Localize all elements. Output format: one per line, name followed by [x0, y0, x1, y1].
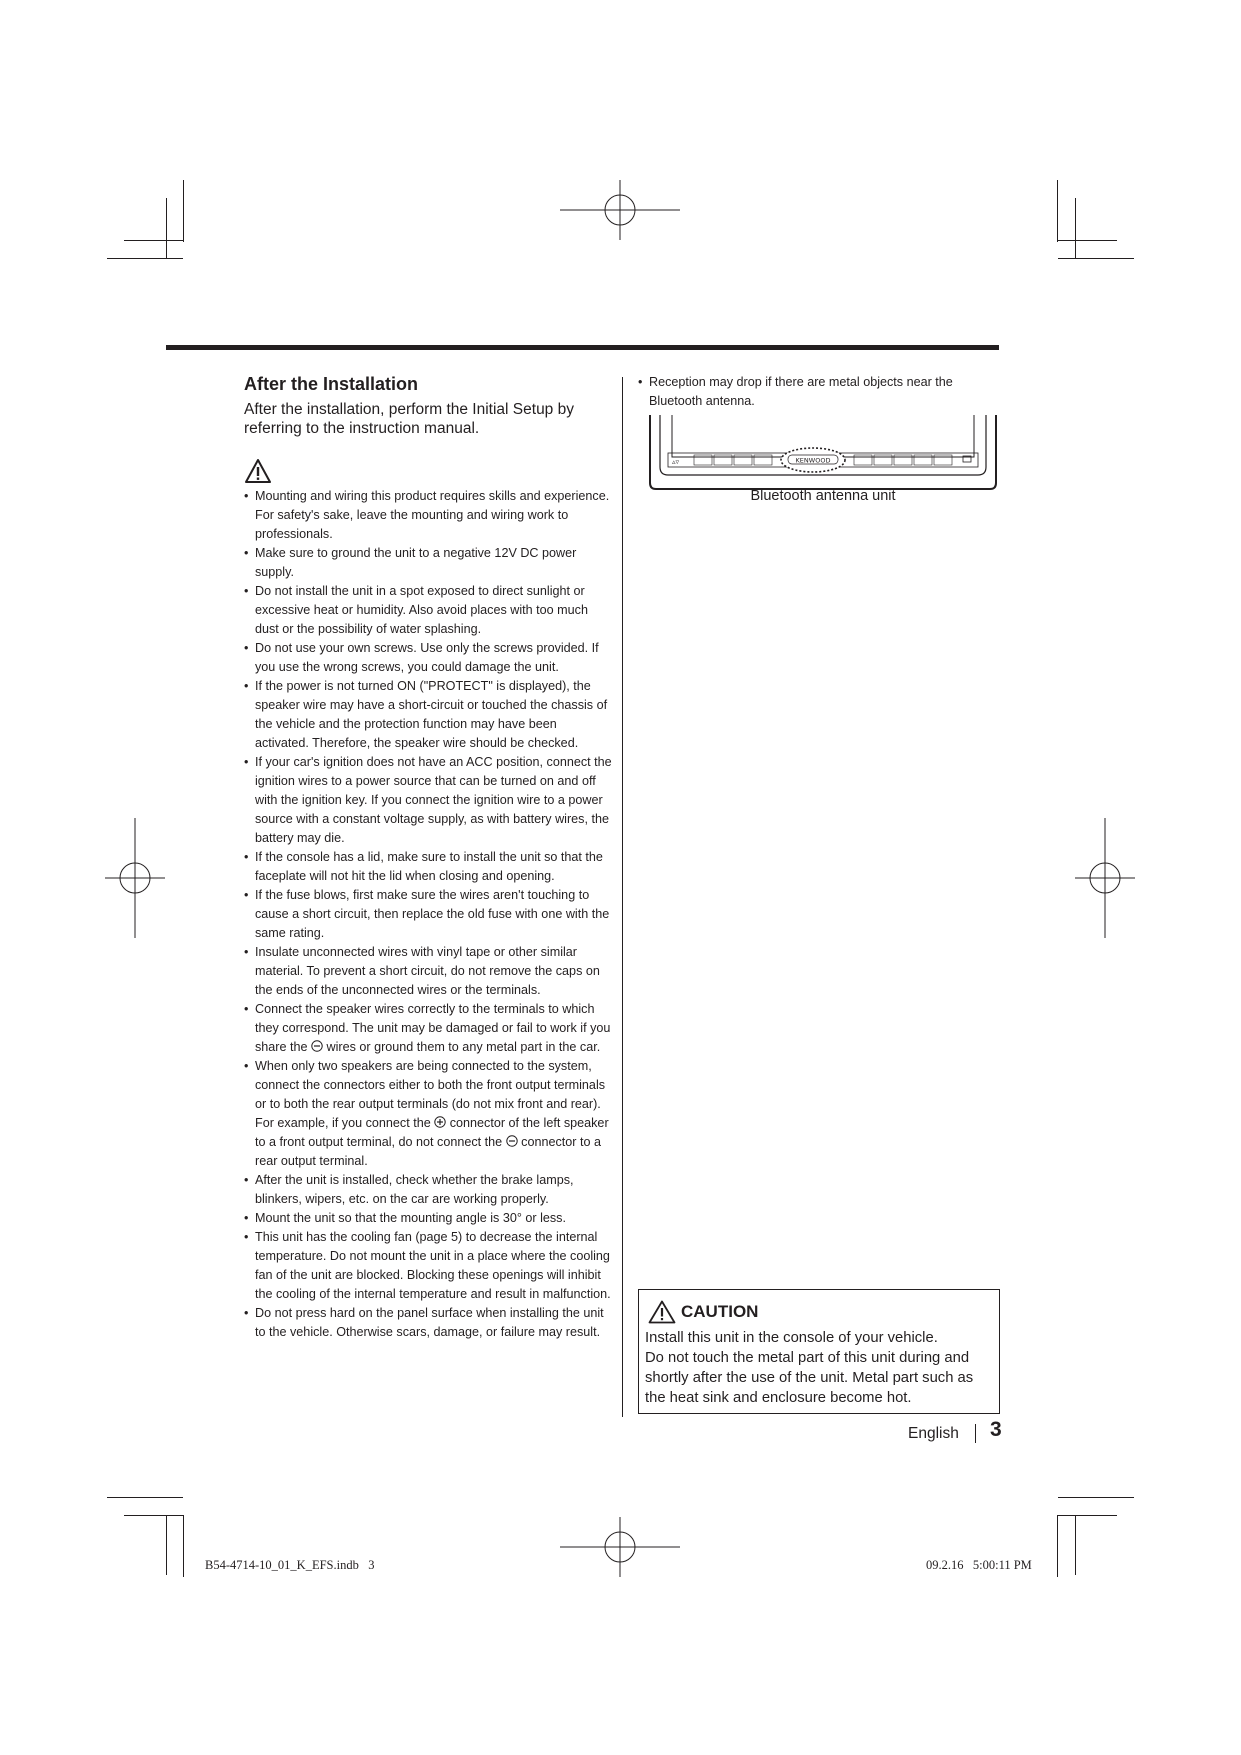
section-intro: After the installation, perform the Initial Setup by referring to the instruction manual.: [244, 401, 574, 437]
registration-mark-right: [1075, 818, 1135, 938]
list-item: • Insulate unconnected wires with vinyl tape or other similar material. To prevent a short circuit, do not remove the caps on the ends of the unconnected wires or the terminals.: [244, 943, 612, 1000]
caution-text: [645, 1328, 995, 1408]
list-item: [244, 1057, 612, 1171]
caution-box: [638, 1289, 1000, 1414]
caution-heading: [648, 1300, 758, 1324]
list-item: • If the power is not turned ON ("PROTECT" is displayed), the speaker wire may have a short-circuit or touched the chassis of the vehicle and the protection function may have been activated. Therefore, the speaker wire should be checked.: [244, 677, 612, 753]
section-title: After the Installation: [244, 374, 419, 394]
header-rule: [166, 345, 999, 350]
list-item: • After the unit is installed, check whether the brake lamps, blinkers, wipers, etc. on the car are working properly.: [244, 1171, 612, 1209]
two-speakers-text-1: When only two speakers are being connected to the system, connect the connectors either to both the front output terminals or to both the rear output terminals (do not mix front and rear). For example, if you connect the: [255, 1059, 606, 1130]
antenna-notes-list: [638, 373, 983, 411]
speaker-text-after: wires or ground them to any metal part in the car.: [326, 1040, 601, 1054]
diagram-caption: Bluetooth antenna unit: [750, 488, 896, 504]
warning-triangle-icon: [244, 458, 272, 484]
minus-circle-icon: [506, 1135, 518, 1147]
list-item: • If the fuse blows, first make sure the wires aren't touching to cause a short circuit, then replace the old fuse with one with the same rating.: [244, 886, 612, 943]
installation-warnings-list: [244, 487, 612, 1342]
minus-circle-icon: [311, 1040, 323, 1052]
caution-line-2: Do not touch the metal part of this unit during and shortly after the use of the unit. Metal part such as the heat sink and enclosure become hot.: [645, 1350, 974, 1406]
two-speakers-text-3: connector to a rear output terminal.: [255, 1135, 601, 1168]
footer-divider: [975, 1424, 976, 1443]
list-item: • If your car's ignition does not have an ACC position, connect the ignition wires to a power source that can be turned on and off with the ignition key. If you connect the ignition wire to a power source with a constant voltage supply, as with battery wires, the battery may die.: [244, 753, 612, 848]
caution-line-1: Install this unit in the console of your vehicle.: [645, 1330, 938, 1346]
registration-mark-top: [560, 180, 680, 240]
list-item: • Mount the unit so that the mounting angle is 30° or less.: [244, 1209, 612, 1228]
slug-file: B54-4714-10_01_K_EFS.indb 3: [205, 1558, 375, 1572]
kenwood-brand-label: KENWOOD: [795, 456, 831, 465]
list-item: • Do not use your own screws. Use only the screws provided. If you use the wrong screws, you could damage the unit.: [244, 639, 612, 677]
language-label: English: [908, 1425, 959, 1442]
list-item: [244, 1000, 612, 1057]
speaker-text-before: Connect the speaker wires correctly to the terminals to which they correspond. The unit may be damaged or fail to work if you share the: [255, 1002, 611, 1054]
list-item: • Do not press hard on the panel surface when installing the unit to the vehicle. Otherwise scars, damage, or failure may result.: [244, 1304, 612, 1342]
svg-text:▵▿: ▵▿: [672, 458, 680, 466]
two-speakers-text-2: connector of the left speaker to a front output terminal, do not connect the: [255, 1116, 609, 1149]
page-number: 3: [990, 1418, 1002, 1441]
column-divider: [622, 377, 623, 1417]
list-item: • Do not install the unit in a spot exposed to direct sunlight or excessive heat or humidity. Also avoid places with too much dust or the possibility of water splashing.: [244, 582, 612, 639]
list-item: • Mounting and wiring this product requires skills and experience. For safety's sake, leave the mounting and wiring work to professionals.: [244, 487, 612, 544]
bluetooth-antenna-diagram: [648, 413, 998, 491]
list-item: • If the console has a lid, make sure to install the unit so that the faceplate will not hit the lid when closing and opening.: [244, 848, 612, 886]
warning-triangle-icon: [648, 1300, 676, 1324]
slug-datetime: 09.2.16 5:00:11 PM: [926, 1558, 1032, 1572]
list-item: • This unit has the cooling fan (page 5) to decrease the internal temperature. Do not mount the unit in a place where the cooling fan of the unit are blocked. Blocking these openings will inhibit the cooling of the internal temperature and result in malfunction.: [244, 1228, 612, 1304]
registration-mark-bottom: [560, 1517, 680, 1577]
registration-mark-left: [105, 818, 165, 938]
list-item: • Reception may drop if there are metal objects near the Bluetooth antenna.: [638, 373, 983, 411]
list-item: • Make sure to ground the unit to a negative 12V DC power supply.: [244, 544, 612, 582]
plus-circle-icon: [434, 1116, 446, 1128]
caution-title: CAUTION: [681, 1302, 759, 1321]
